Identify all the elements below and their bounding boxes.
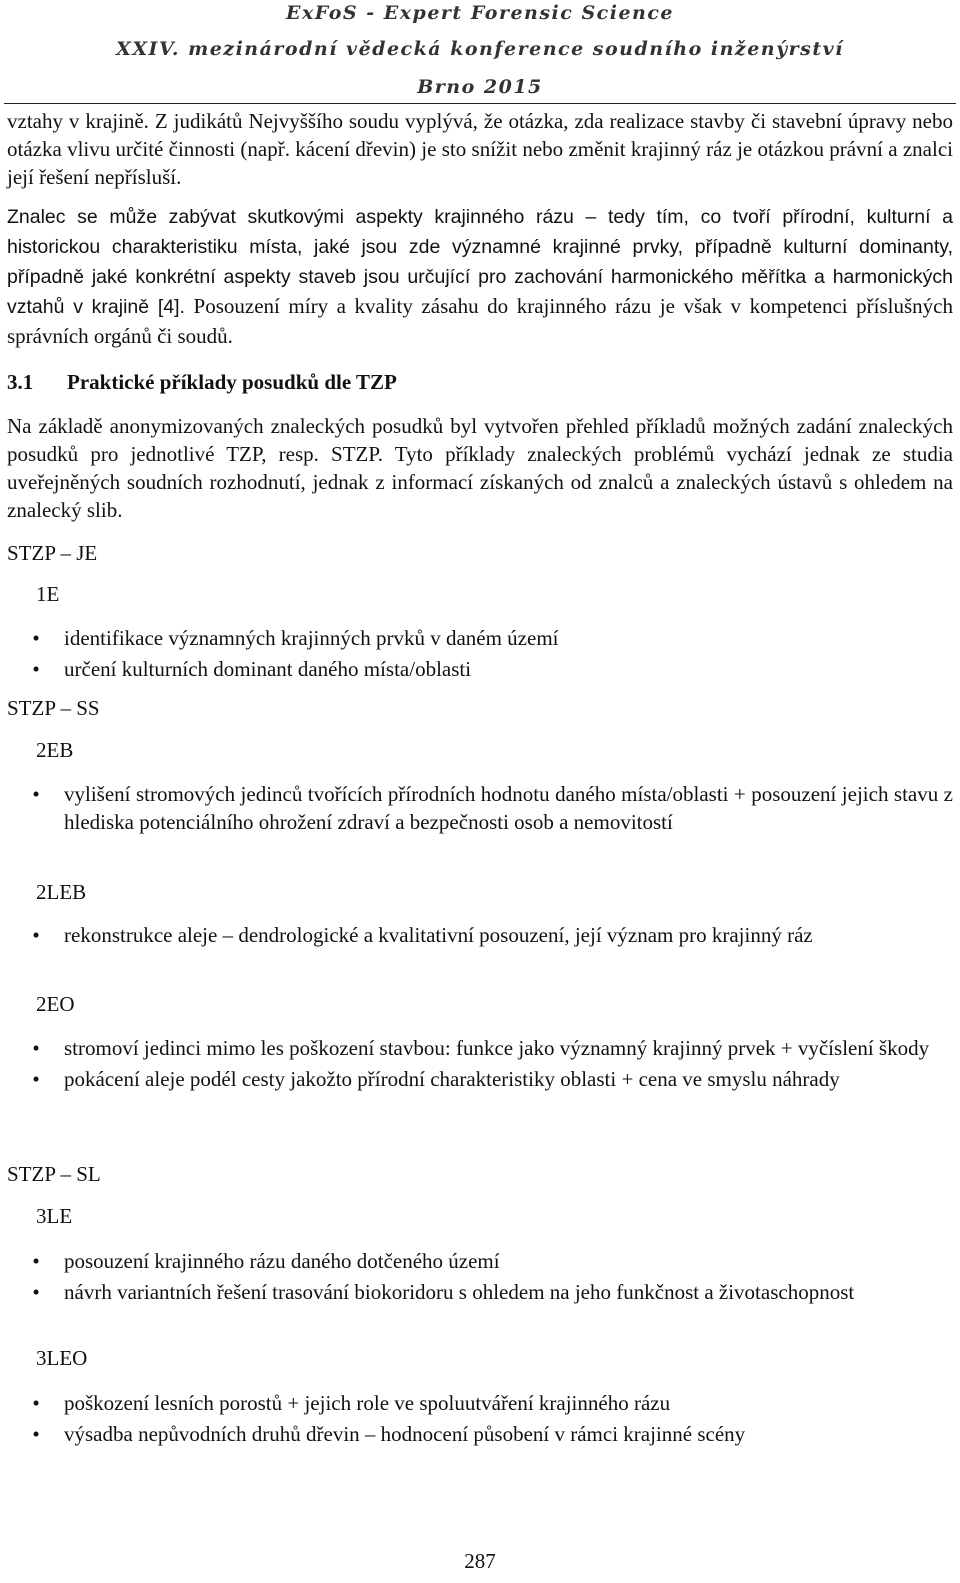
subgroup-1e: 1E <box>36 582 60 606</box>
intro-paragraph: vztahy v krajině. Z judikátů Nejvyššího soudu vyplývá, že otázka, zda realizace stavby či stavební úpravy nebo otázka vlivu určité činnosti (např. kácení dřevin) je sto snížit nebo změnit krajinný ráz je otázkou právní a znalci její řešení nepřísluší. <box>7 109 953 189</box>
header-conference-subtitle: XXIV. mezinárodní vědecká konference soudního inženýrství <box>116 38 844 60</box>
list-item: • výsadba nepůvodních druhů dřevin – hodnocení působení v rámci krajinné scény <box>30 1420 953 1448</box>
section-title: Praktické příklady posudků dle TZP <box>67 370 397 394</box>
section-heading <box>7 370 397 395</box>
expert-scope-text: Znalec se může zabývat skutkovými aspekty krajinného rázu – tedy tím, co tvoří přírodní, kulturní a historickou charakteristiku místa, jaké jsou zde významné krajinné prvky, případně kulturní dominanty, případně jaké konkrétní aspekty staveb jsou určující pro zachování harmonického měřítka a harmonických vztahů v krajině [4]. <box>7 206 953 318</box>
expert-scope-paragraph <box>7 202 953 350</box>
header-divider <box>4 103 956 104</box>
bullet-icon: • <box>32 923 40 947</box>
bullet-icon: • <box>32 782 40 806</box>
list-item: • rekonstrukce aleje – dendrologické a kvalitativní posouzení, její význam pro krajinný ráz <box>30 921 953 949</box>
list-2eo <box>30 1034 953 1096</box>
subgroup-3le: 3LE <box>36 1204 73 1228</box>
group-title-ss: STZP – SS <box>7 696 100 720</box>
list-2eb <box>30 780 953 839</box>
subgroup-2eo: 2EO <box>36 992 75 1016</box>
bullet-icon: • <box>32 1067 40 1091</box>
examples-intro-paragraph: Na základě anonymizovaných znaleckých posudků byl vytvořen přehled příkladů možných zadání znaleckých posudků pro jednotlivé TZP, resp. STZP. Tyto příklady znaleckých problémů vychází jednak ze studia uveřejněných soudních rozhodnutí, jednak z informací získaných od znalců a znaleckých ústavů s ohledem na znalecký slib. <box>7 414 953 522</box>
list-item: • identifikace významných krajinných prvků v daném území <box>30 624 953 652</box>
bullet-icon: • <box>32 1391 40 1415</box>
list-2leb <box>30 921 953 952</box>
subgroup-2eb: 2EB <box>36 738 74 762</box>
bullet-icon: • <box>32 1280 40 1304</box>
list-item: • pokácení aleje podél cesty jakožto přírodní charakteristiky oblasti + cena ve smyslu náhrady <box>30 1065 953 1093</box>
group-title-je: STZP – JE <box>7 541 98 565</box>
bullet-icon: • <box>32 1422 40 1446</box>
header-conference-name: ExFoS - Expert Forensic Science <box>285 2 675 24</box>
subgroup-2leb: 2LEB <box>36 880 87 904</box>
bullet-icon: • <box>32 657 40 681</box>
list-1e <box>30 624 953 686</box>
list-3leo <box>30 1389 953 1451</box>
bullet-icon: • <box>32 1249 40 1273</box>
section-number: 3.1 <box>7 370 34 394</box>
list-item: • poškození lesních porostů + jejich role ve spoluutváření krajinného rázu <box>30 1389 953 1417</box>
list-item: • stromoví jedinci mimo les poškození stavbou: funkce jako významný krajinný prvek + vyčíslení škody <box>30 1034 953 1062</box>
header-location-year: Brno 2015 <box>417 76 543 98</box>
authority-competence-text: Posouzení míry a kvality zásahu do krajinného rázu je však v kompetenci příslušných správních orgánů či soudů. <box>7 294 953 348</box>
bullet-icon: • <box>32 626 40 650</box>
page-number: 287 <box>464 1549 496 1573</box>
list-3le <box>30 1247 953 1309</box>
bullet-icon: • <box>32 1036 40 1060</box>
list-item: • vylišení stromových jedinců tvořících přírodních hodnotu daného místa/oblasti + posouzení jejich stavu z hlediska potenciálního ohrožení zdraví a bezpečnosti osob a nemovitostí <box>30 780 953 836</box>
list-item: • posouzení krajinného rázu daného dotčeného území <box>30 1247 953 1275</box>
list-item: • návrh variantních řešení trasování biokoridoru s ohledem na jeho funkčnost a životaschopnost <box>30 1278 953 1306</box>
group-title-sl: STZP – SL <box>7 1162 101 1186</box>
subgroup-3leo: 3LEO <box>36 1346 88 1370</box>
list-item: • určení kulturních dominant daného místa/oblasti <box>30 655 953 683</box>
